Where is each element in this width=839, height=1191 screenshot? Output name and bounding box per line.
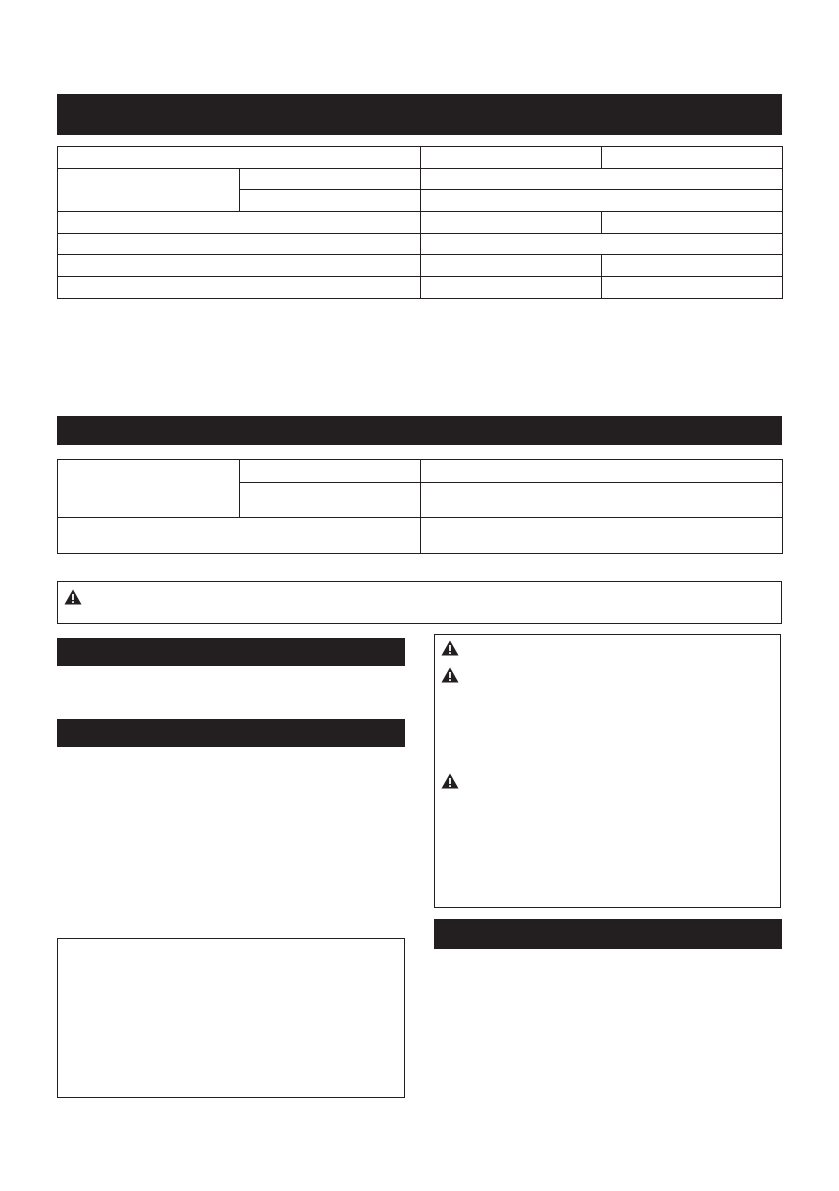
table-cell <box>421 190 783 212</box>
section-header-specifications <box>57 94 782 135</box>
table-cell <box>58 147 421 169</box>
table-cell <box>421 234 783 255</box>
section-header-intended-use <box>57 638 405 666</box>
table-cell <box>58 234 421 255</box>
table-cell <box>602 277 783 299</box>
table-cell <box>421 518 783 554</box>
table-cell <box>421 169 783 190</box>
table-cell <box>58 169 240 212</box>
table-cell <box>421 255 602 277</box>
table-cell <box>58 212 421 234</box>
table-cell <box>58 277 421 299</box>
section-header-symbols <box>57 416 782 445</box>
table-cell <box>421 277 602 299</box>
warning-triangle-icon <box>64 589 82 605</box>
table-cell <box>58 255 421 277</box>
table-cell <box>602 212 783 234</box>
table-row <box>58 147 783 169</box>
table-row <box>58 212 783 234</box>
table-cell <box>421 147 602 169</box>
table-cell <box>421 212 602 234</box>
specification-table <box>57 146 783 299</box>
symbols-table <box>57 459 783 554</box>
table-cell <box>58 460 240 518</box>
section-header-general-warnings <box>57 719 405 747</box>
table-row <box>58 460 783 483</box>
table-cell <box>421 460 783 483</box>
warning-notice-box <box>57 581 782 624</box>
safety-warning-box <box>434 634 781 908</box>
table-row <box>58 169 783 190</box>
table-cell <box>240 460 421 483</box>
notice-box <box>57 938 405 1098</box>
warning-triangle-icon <box>441 640 459 656</box>
table-cell <box>58 518 421 554</box>
table-cell <box>602 147 783 169</box>
table-cell <box>240 190 421 212</box>
warning-triangle-icon <box>441 667 459 683</box>
table-cell <box>602 255 783 277</box>
table-row <box>58 518 783 554</box>
warning-triangle-icon <box>441 773 459 789</box>
section-header-safety-warnings <box>434 919 782 949</box>
table-row <box>58 234 783 255</box>
table-row <box>58 277 783 299</box>
table-cell <box>240 169 421 190</box>
table-cell <box>240 483 421 518</box>
table-row <box>58 255 783 277</box>
table-cell <box>421 483 783 518</box>
